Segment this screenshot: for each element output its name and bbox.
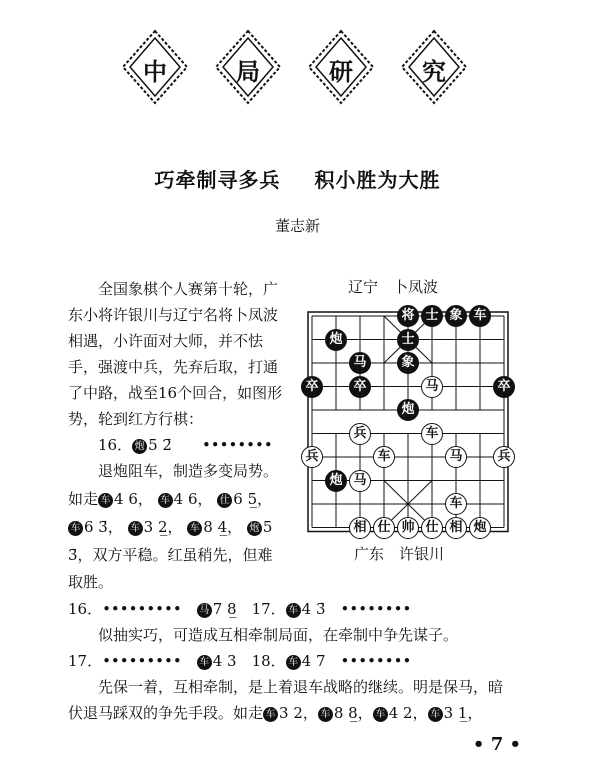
piece-inline-icon: 仕	[217, 493, 232, 508]
note-line: 退炮阻车，制造多变局势。	[98, 462, 279, 480]
piece-red: 相	[349, 517, 371, 539]
board-bottom-label: 广东 许银川	[354, 545, 445, 563]
header-char: 局	[236, 58, 260, 86]
section-header	[120, 28, 470, 108]
piece-black: 士	[397, 329, 419, 351]
header-char: 研	[329, 58, 353, 86]
header-char: 究	[422, 58, 446, 86]
piece-black: 象	[397, 352, 419, 374]
piece-inline-icon: 车	[263, 707, 278, 722]
piece-black: 炮	[325, 470, 347, 492]
piece-inline-icon: 车	[428, 707, 443, 722]
piece-inline-icon: 炮	[132, 439, 147, 454]
piece-red: 炮	[469, 517, 491, 539]
move-17-18: 17．••••••••• 车 4 3 18． 车 4 7 ••••••••	[68, 652, 412, 670]
note-line: 如走 车 4 6， 车 4 6， 仕 6 5̲，	[68, 490, 273, 508]
header-char: 中	[143, 58, 167, 86]
title-part2: 积小胜为大胜	[314, 168, 441, 192]
piece-black: 卒	[493, 376, 515, 398]
piece-inline-icon: 车	[286, 655, 301, 670]
piece-inline-icon: 车	[158, 493, 173, 508]
piece-red: 车	[445, 493, 467, 515]
author-name: 董志新	[274, 217, 320, 235]
piece-red: 兵	[349, 423, 371, 445]
piece-inline-icon: 车	[373, 707, 388, 722]
board-top-label: 辽宁 卜凤波	[348, 278, 439, 296]
piece-red: 马	[421, 376, 443, 398]
board-pieces	[296, 300, 524, 544]
piece-red: 仕	[373, 517, 395, 539]
piece-inline-icon: 车	[128, 521, 143, 536]
note-line: 先保一着，互相牵制，是上着退车战略的继续。明是保马，暗	[98, 678, 504, 696]
piece-black: 卒	[301, 376, 323, 398]
header-diamond	[399, 28, 469, 106]
piece-black: 士	[421, 305, 443, 327]
move-16-17: 16．••••••••• 马 7 8̲ 17． 车 4 3̄ ••••••••	[68, 600, 412, 618]
piece-black: 炮	[325, 329, 347, 351]
note-line: 3̄，双方平稳。红虽稍先，但难	[68, 546, 273, 564]
article-title	[0, 164, 595, 193]
piece-inline-icon: 车	[286, 603, 301, 618]
piece-black: 马	[349, 352, 371, 374]
note-line: 似抽实巧，可造成互相牵制局面，在牵制中争先谋子。	[98, 626, 459, 644]
piece-inline-icon: 炮	[247, 521, 262, 536]
piece-red: 马	[445, 446, 467, 468]
piece-black: 将	[397, 305, 419, 327]
move-16-red: 16． 炮 5 2̄ ••••••••	[98, 436, 273, 454]
header-diamond	[120, 28, 190, 106]
piece-black: 炮	[397, 399, 419, 421]
piece-red: 兵	[493, 446, 515, 468]
header-diamond	[306, 28, 376, 106]
note-line: 取胜。	[68, 573, 114, 591]
title-part1: 巧牵制寻多兵	[154, 168, 281, 192]
note-line: 伏退马踩双的争先手段。如走 车 3 2， 车 8 8̲， 车 4 2， 车 3 1̲，	[68, 704, 483, 722]
piece-red: 马	[349, 470, 371, 492]
header-diamond	[213, 28, 283, 106]
page-number: • 7 •	[472, 734, 521, 755]
piece-black: 象	[445, 305, 467, 327]
note-line: 车 6 3̄， 车 3 2̲， 车 8 4̲， 炮 5	[68, 516, 272, 537]
piece-inline-icon: 车	[318, 707, 333, 722]
piece-red: 车	[421, 423, 443, 445]
piece-red: 帅	[397, 517, 419, 539]
piece-red: 相	[445, 517, 467, 539]
piece-inline-icon: 车	[187, 521, 202, 536]
piece-red: 车	[373, 446, 395, 468]
piece-red: 兵	[301, 446, 323, 468]
piece-black: 车	[469, 305, 491, 327]
piece-inline-icon: 车	[68, 521, 83, 536]
piece-black: 卒	[349, 376, 371, 398]
piece-inline-icon: 车	[98, 493, 113, 508]
intro-paragraph: 全国象棋个人赛第十轮，广东小将许银川与辽宁名将卜凤波相遇，小许面对大师，并不怯手，强渡中兵，先弃后取，打通了中路，战至16个回合，如图形势，轮到红方行棋：	[68, 280, 283, 428]
piece-inline-icon: 马	[197, 603, 212, 618]
piece-red: 仕	[421, 517, 443, 539]
piece-inline-icon: 车	[197, 655, 212, 670]
